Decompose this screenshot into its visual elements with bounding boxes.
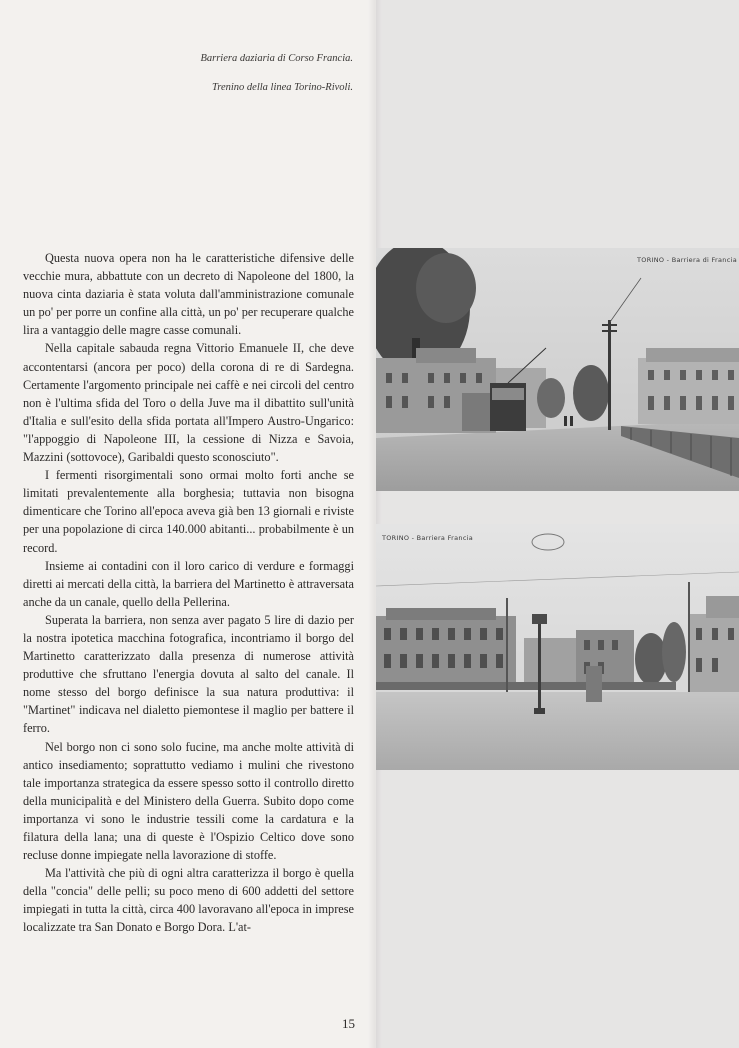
postcard-label-1: TORINO - Barriera di Francia xyxy=(637,256,737,264)
paragraph: Ma l'attività che più di ogni altra caratterizza il borgo è quella della "concia" delle pelli; su poco meno di 600 addetti del settore impiegati in tutta la città, circa 400 lavoravano all'epoca in imprese localizzate tra San Donato e Borgo Dora. L'at- xyxy=(23,866,354,935)
paragraph: Nel borgo non ci sono solo fucine, ma anche molte attività di antico insediamento; soprattutto vediamo i mulini che rivestono tale importanza strategica da essere spesso sotto il controllo diretto della municipalità e del Ministero della Guerra. Subito dopo come importanza vi sono le industrie tessili come la cardatura e la filatura della lana; una di queste è l'Ospizio Celtico dove sono recluse donne impiegate nella lavorazione di stoffe. xyxy=(23,739,354,863)
paragraph: Nella capitale sabauda regna Vittorio Emanuele II, che deve accontentarsi (ancora per poco) della corona di re di Sardegna. Certamente l'argomento principale nei caffè e nei circoli del centro non è l'ultima sfida del Toro o della Juve ma il dibattito sull'unità d'Italia e sull'esito della sfida portata all'Impero Austro-Ungarico: "l'appoggio di Napoleone III, la cessione di Nizza e Savoia, Mazzini (sottovoce), Garibaldi questo sconosciuto". xyxy=(23,341,354,465)
postcard-image-tram xyxy=(376,248,739,491)
postcard-label-2: TORINO - Barriera Francia xyxy=(382,534,474,542)
paragraph: Superata la barriera, non senza aver pagato 5 lire di dazio per la nostra ipotetica macchina fotografica, incontriamo il borgo del Martinetto caratterizzato dalla presenza di numerose attività produttive che sfruttano l'energia dovuta al salto del canale. Il nome stesso del borgo definisce la sua natura produttiva: il "Martinet" indicava nel dialetto piemontese il maglio per battere il ferro. xyxy=(23,612,354,736)
postcard-image-barriera xyxy=(376,524,739,770)
photo-barriera-francia xyxy=(376,248,739,491)
paragraph: I fermenti risorgimentali sono ormai molto forti anche se limitati prevalentemente alla borghesia; tuttavia non bisogna dimenticare che Torino all'epoca aveva già ben 13 giornali e riviste per una popolazione di circa 140.000 abitanti... probabilmente è un record. xyxy=(23,468,354,555)
body-text xyxy=(23,249,354,937)
paragraph: Insieme ai contadini con il loro carico di verdure e formaggi diretti ai mercati della città, la barriera del Martinetto è attraversata anche da un canale, quello della Pellerina. xyxy=(23,558,354,609)
caption-barriera: Barriera daziaria di Corso Francia. xyxy=(200,53,353,64)
caption-trenino: Trenino della linea Torino-Rivoli. xyxy=(212,82,353,93)
paragraph: Questa nuova opera non ha le caratteristiche difensive delle vecchie mura, abbattute con un decreto di Napoleone del 1800, la nuova cinta daziaria è stata voluta dall'amministrazione comunale un po' per porre un confine alla città, un po' per recuperare qualche lira a vantaggio delle magre casse comunali. xyxy=(23,251,354,338)
page-number: 15 xyxy=(342,1016,355,1031)
photo-trenino xyxy=(376,524,739,770)
